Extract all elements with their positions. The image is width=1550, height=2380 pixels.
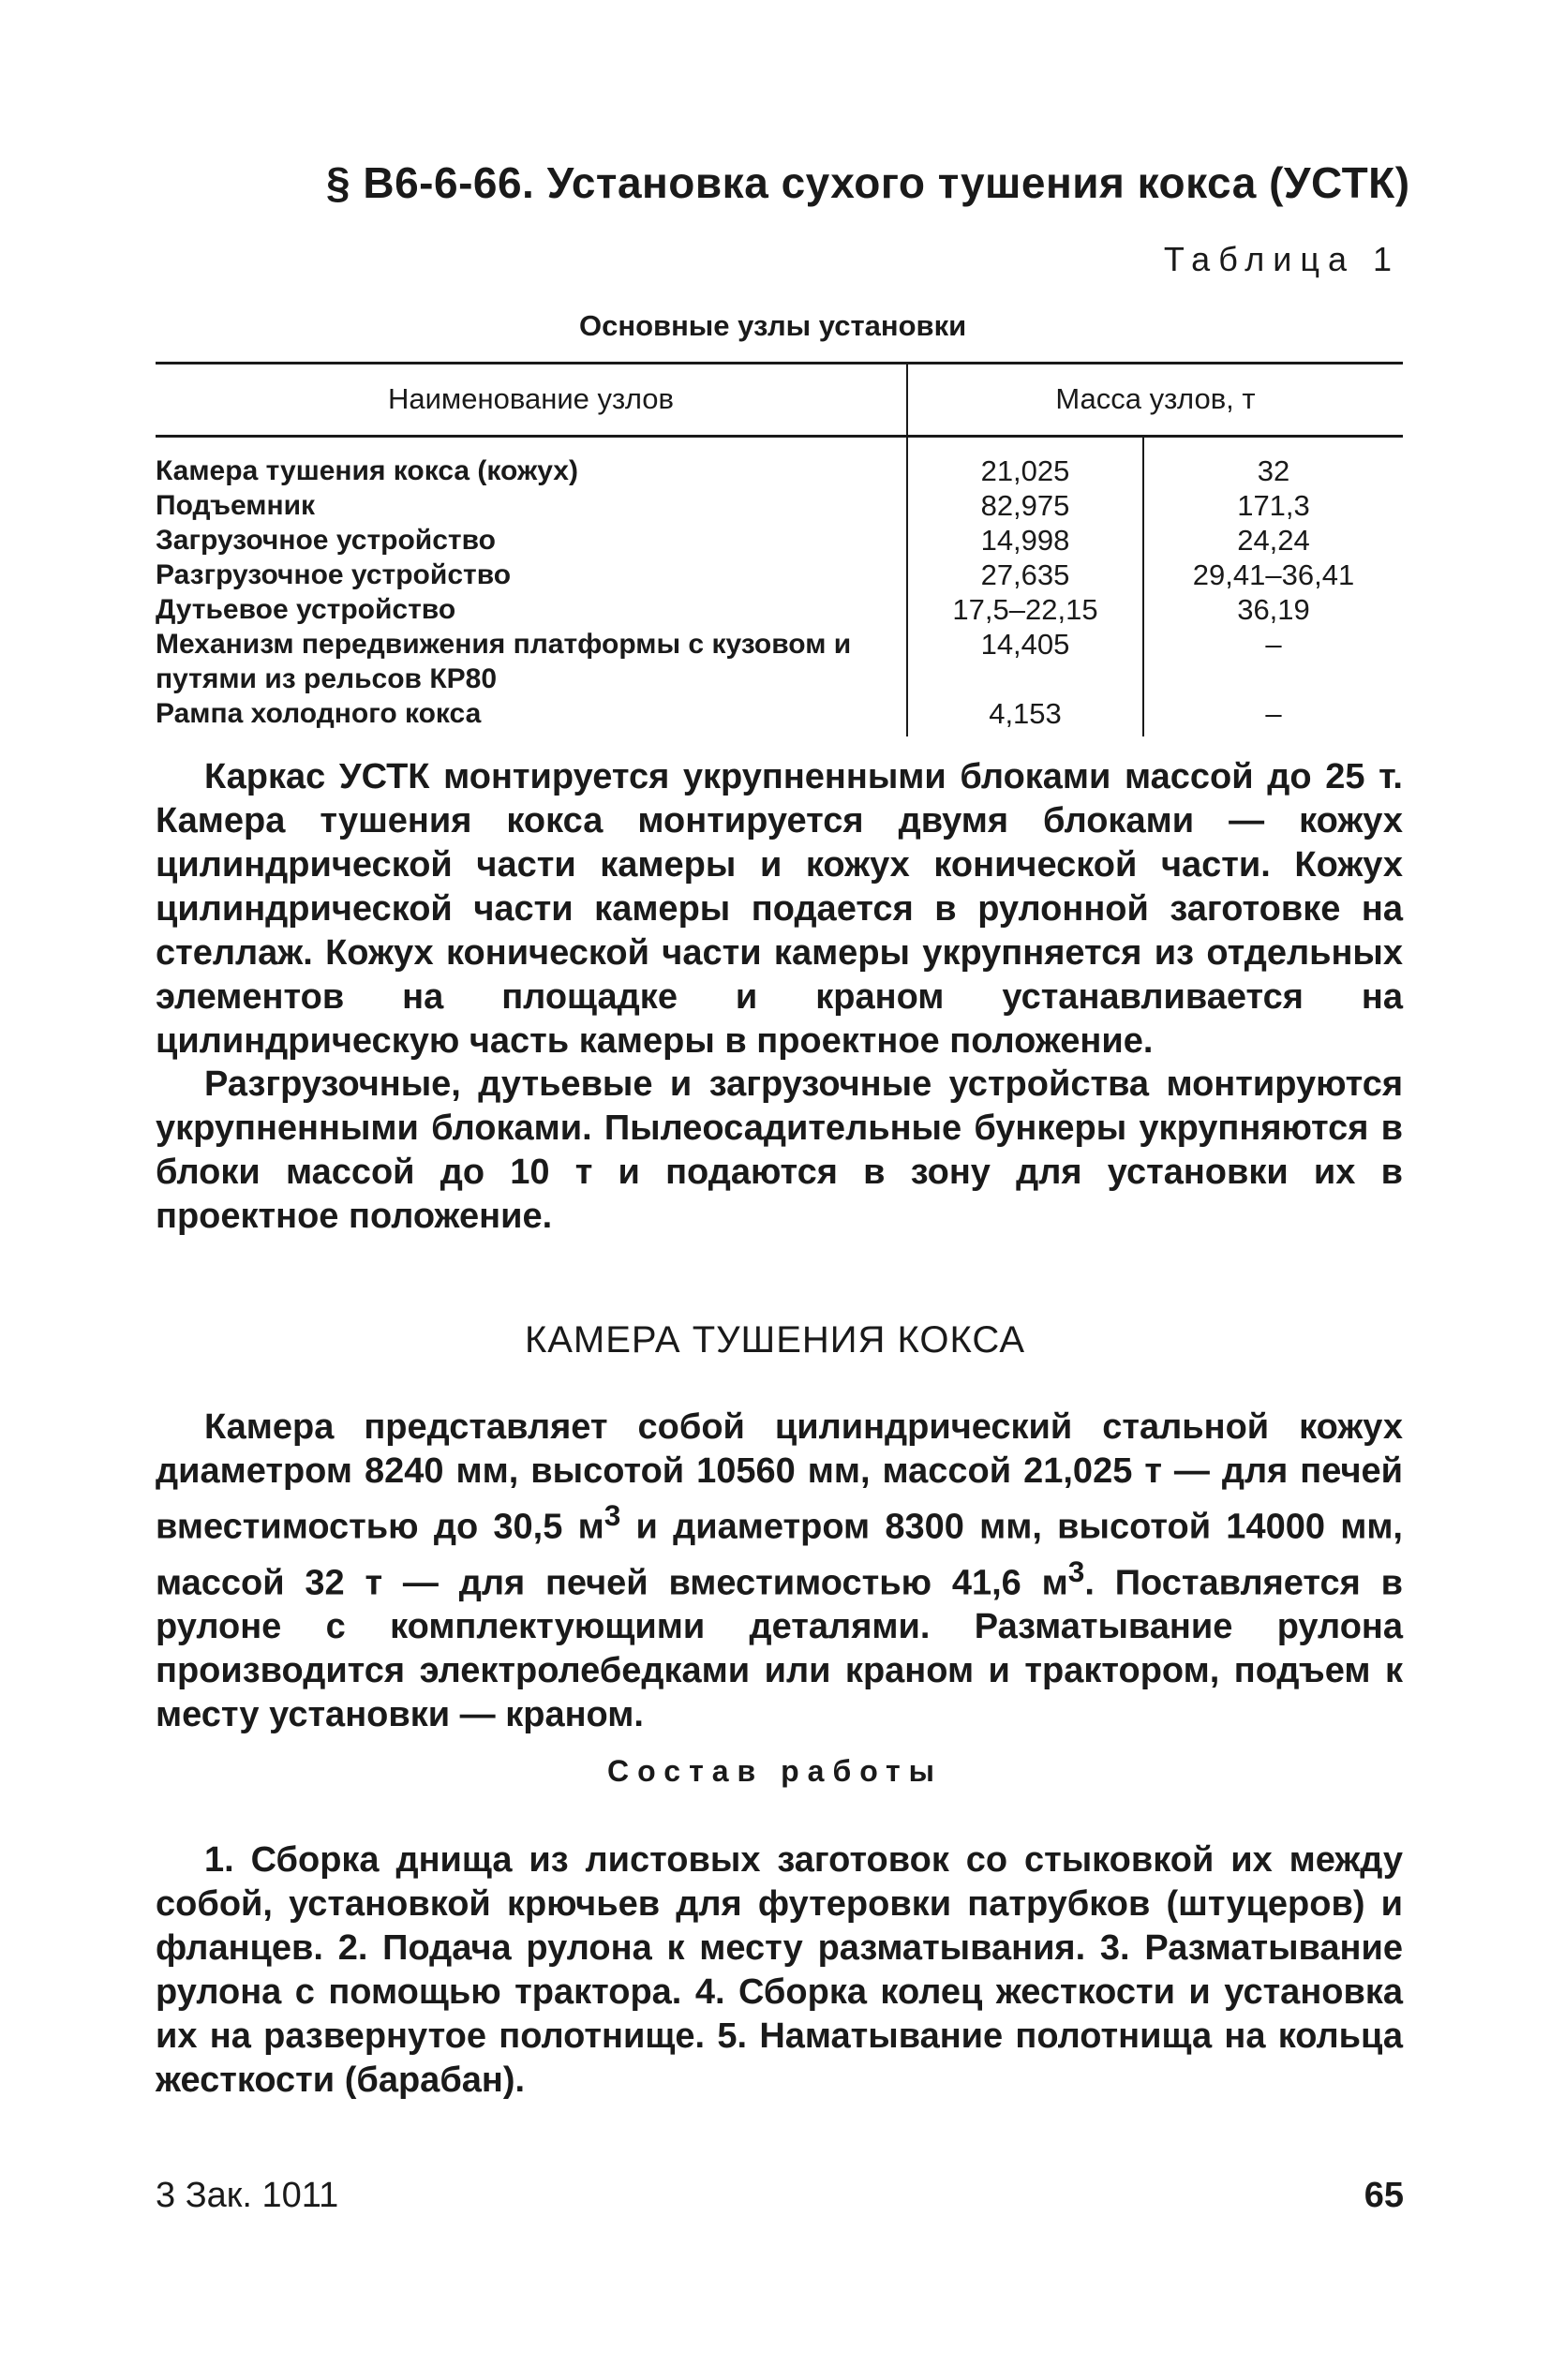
table-row-value-2: 171,3: [1237, 489, 1310, 522]
table-row-value-2: 36,19: [1237, 593, 1310, 626]
paragraph-work-composition: 1. Сборка днища из листовых заготовок со стыковкой их между собой, установкой крючьев для футеровки патрубков (штуцеров) и фланцев. 2. Подача рулона к месту разматывания. 3. Разматывание рулона с помощью трактора. 4. Сборка колец жесткости и установка их на развернутое полотнище. 5. Наматывание полотнища на кольца жесткости (барабан).: [156, 1840, 1403, 2100]
paragraph-devices-assembly: Разгрузочные, дутьевые и загрузочные устройства монтируются укрупненными блоками. Пылеосадительные бункеры укрупняются в блоки массой до 10 т и подаются в зону для установки их в проектное положение.: [156, 1064, 1403, 1236]
table-row-name: Рампа холодного кокса: [156, 698, 482, 729]
section-heading: § В6-6-66. Установка сухого тушения кокса (УСТК): [326, 158, 1410, 207]
paragraph-text: и диаметром 8300 мм, высотой 14000 мм, массой 32 т — для печей вместимостью 41,6 м: [156, 1507, 1403, 1603]
table-row-name: Дутьевое устройство: [156, 594, 456, 625]
paragraph-frame-assembly: Каркас УСТК монтируется укрупненными блоками массой до 25 т. Камера тушения кокса монтируется двумя блоками — кожух цилиндрической части камеры и кожух конической части. Кожух цилиндрической части камеры подается в рулонной заготовке на стеллаж. Кожух конической части камеры укрупняется из отдельных элементов на площадке и краном устанавливается на цилиндрическую часть камеры в проектное положение.: [156, 757, 1403, 1061]
table-row-name: Загрузочное устройство: [156, 525, 496, 556]
table-row-value-1: 14,998: [980, 524, 1070, 557]
table-row-value-1: 4,153: [989, 697, 1062, 730]
table-row-value-1: 21,025: [980, 454, 1070, 487]
table-row-name: Разгрузочное устройство: [156, 559, 512, 590]
table-row-value-1: 17,5–22,15: [952, 593, 1098, 626]
table-row-value-2: –: [1265, 628, 1282, 661]
paragraph-text: Камера представляет собой цилиндрический стальной кожух диаметром 8240 мм, высотой 10560 мм, массой 21,025 т — для печей вместимостью до 30,5 м: [156, 1407, 1403, 1547]
table-row-name: Механизм передвижения платформы с кузовом и путями из рельсов КР80: [156, 629, 852, 694]
section-title: КАМЕРА ТУШЕНИЯ КОКСА: [524, 1319, 1026, 1361]
table-header-rule: [156, 435, 1403, 438]
table-row-value-2: 29,41–36,41: [1192, 558, 1355, 591]
page-number: 65: [1364, 2176, 1404, 2215]
table-row-value-2: 32: [1257, 454, 1290, 487]
superscript: 3: [604, 1498, 621, 1532]
subsection-title: Состав работы: [607, 1754, 943, 1788]
table-row-value-2: –: [1265, 697, 1282, 730]
table-caption: Основные узлы установки: [579, 309, 967, 342]
superscript: 3: [1067, 1554, 1085, 1588]
table-row-value-1: 14,405: [980, 628, 1070, 661]
units-mass-table: [156, 362, 1403, 736]
footer-order-number: 3 Зак. 1011: [156, 2176, 339, 2215]
paragraph-text: . Поставляется в рулоне с комплектующими деталями. Разматывание рулона производится электролебедками или краном и трактором, подъем к месту установки — краном.: [156, 1563, 1403, 1735]
table-row-name: Камера тушения кокса (кожух): [156, 455, 578, 486]
table-row-value-1: 82,975: [980, 489, 1070, 522]
table-number-label: Таблица 1: [1163, 240, 1400, 278]
table-header-mass: Масса узлов, т: [1055, 382, 1256, 415]
table-top-rule: [156, 362, 1403, 364]
table-row-value-1: 27,635: [980, 558, 1070, 591]
table-header-name: Наименование узлов: [387, 382, 675, 415]
table-row-value-2: 24,24: [1237, 524, 1310, 557]
table-row-name: Подъемник: [156, 490, 316, 521]
paragraph-chamber-description: [156, 1406, 1403, 1737]
